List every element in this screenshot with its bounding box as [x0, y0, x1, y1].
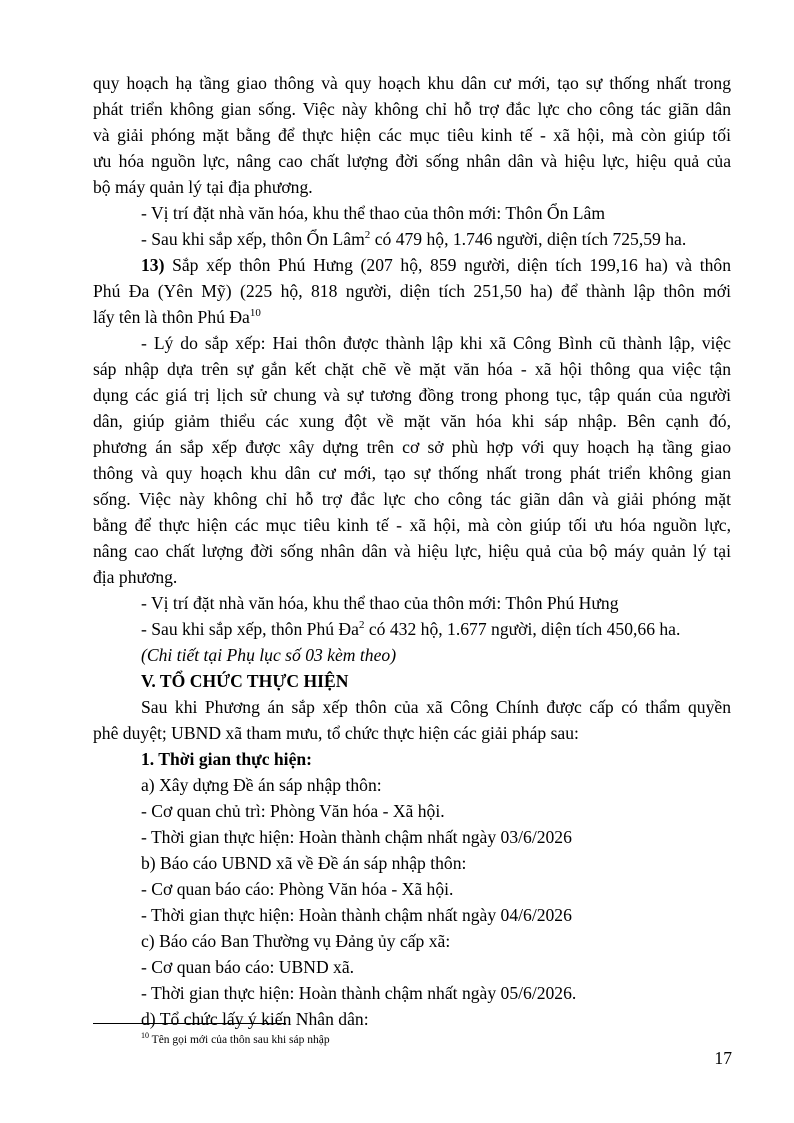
subsection-heading: 1. Thời gian thực hiện:	[141, 749, 313, 769]
body-line: sáp nhập dựa trên sự gắn kết chặt chẽ về mặt văn hóa - xã hội thông qua việc tận	[93, 359, 731, 379]
body-line: Phú Đa (Yên Mỹ) (225 hộ, 818 người, diện tích 251,50 ha) để thành lập thôn mới	[93, 281, 731, 301]
text-run: có 479 hộ, 1.746 người, diện tích 725,59 ha.	[370, 229, 687, 249]
body-line: - Vị trí đặt nhà văn hóa, khu thể thao của thôn mới: Thôn Ổn Lâm	[141, 203, 606, 223]
footnote-ref: 2	[364, 229, 371, 242]
footnote-text: Tên gọi mới của thôn sau khi sáp nhập	[149, 1034, 330, 1046]
footnote	[141, 1032, 330, 1048]
footnote-number: 10	[141, 1031, 149, 1041]
section-heading: V. TỔ CHỨC THỰC HIỆN	[141, 671, 349, 691]
text-run: có 432 hộ, 1.677 người, diện tích 450,66 ha.	[364, 619, 681, 639]
item-number: 13)	[141, 255, 165, 275]
footnote-separator	[93, 1023, 286, 1024]
body-line: và giải phóng mặt bằng để thực hiện các mục tiêu kinh tế - xã hội, mà còn giúp tối	[93, 125, 731, 145]
text-run: - Sau khi sắp xếp, thôn Phú Đa	[141, 619, 359, 639]
text-run: Sắp xếp thôn Phú Hưng (207 hộ, 859 người, diện tích 199,16 ha) và thôn	[164, 255, 731, 275]
body-line: b) Báo cáo UBND xã về Đề án sáp nhập thôn:	[141, 853, 467, 873]
body-line: c) Báo cáo Ban Thường vụ Đảng ủy cấp xã:	[141, 931, 451, 951]
footnote-ref: 10	[249, 307, 261, 320]
body-line	[93, 304, 731, 330]
body-line: quy hoạch hạ tầng giao thông và quy hoạch khu dân cư mới, tạo sự thống nhất trong	[93, 73, 731, 93]
appendix-note: (Chi tiết tại Phụ lục số 03 kèm theo)	[141, 645, 397, 665]
body-line: d) Tổ chức lấy ý kiến Nhân dân:	[141, 1009, 369, 1029]
body-line: phát triển không gian sống. Việc này không chỉ hỗ trợ đắc lực cho công tác giãn dân	[93, 99, 731, 119]
body-line: Sau khi Phương án sắp xếp thôn của xã Công Chính được cấp có thẩm quyền	[141, 697, 731, 717]
body-line	[93, 252, 731, 278]
body-line: dụng các giá trị lịch sử chung và sự tương đồng trong phong tục, tập quán của người	[93, 385, 731, 405]
body-line: thông và quy hoạch khu dân cư mới, tạo sự thống nhất trong phát triển không gian	[93, 463, 731, 483]
body-line: dân, giúp giảm thiểu các xung đột về mặt văn hóa khi sáp nhập. Bên cạnh đó,	[93, 411, 731, 431]
body-line: bằng để thực hiện các mục tiêu kinh tế - xã hội, mà còn giúp tối ưu hóa nguồn lực,	[93, 515, 731, 535]
text-run: - Sau khi sắp xếp, thôn Ổn Lâm	[141, 229, 365, 249]
body-line: a) Xây dựng Đề án sáp nhập thôn:	[141, 775, 382, 795]
body-line	[93, 226, 731, 252]
body-line: nâng cao chất lượng đời sống nhân dân và hiệu lực, hiệu quả của bộ máy quản lý tại	[93, 541, 731, 561]
body-line: - Lý do sắp xếp: Hai thôn được thành lập khi xã Công Bình cũ thành lập, việc	[141, 333, 731, 353]
body-line: - Thời gian thực hiện: Hoàn thành chậm nhất ngày 05/6/2026.	[141, 983, 577, 1003]
body-line: - Cơ quan báo cáo: UBND xã.	[141, 957, 355, 977]
body-line: bộ máy quản lý tại địa phương.	[93, 177, 313, 197]
body-line: phê duyệt; UBND xã tham mưu, tổ chức thực hiện các giải pháp sau:	[93, 723, 579, 743]
body-line: - Vị trí đặt nhà văn hóa, khu thể thao của thôn mới: Thôn Phú Hưng	[141, 593, 619, 613]
body-line: sống. Việc này không chỉ hỗ trợ đắc lực cho công tác giãn dân và giải phóng mặt	[93, 489, 731, 509]
body-line: - Cơ quan chủ trì: Phòng Văn hóa - Xã hội.	[141, 801, 445, 821]
body-line: phương án sắp xếp được xây dựng trên cơ sở phù hợp với quy hoạch hạ tầng giao	[93, 437, 731, 457]
body-line: ưu hóa nguồn lực, nâng cao chất lượng đời sống nhân dân và hiệu lực, hiệu quả của	[93, 151, 731, 171]
body-line: - Cơ quan báo cáo: Phòng Văn hóa - Xã hội.	[141, 879, 454, 899]
text-run: lấy tên là thôn Phú Đa	[93, 307, 250, 327]
body-line: địa phương.	[93, 567, 178, 587]
page-number: 17	[714, 1048, 732, 1068]
body-line	[93, 616, 731, 642]
body-line: - Thời gian thực hiện: Hoàn thành chậm nhất ngày 03/6/2026	[141, 827, 572, 847]
body-line: - Thời gian thực hiện: Hoàn thành chậm nhất ngày 04/6/2026	[141, 905, 572, 925]
footnote-ref: 2	[358, 619, 365, 632]
